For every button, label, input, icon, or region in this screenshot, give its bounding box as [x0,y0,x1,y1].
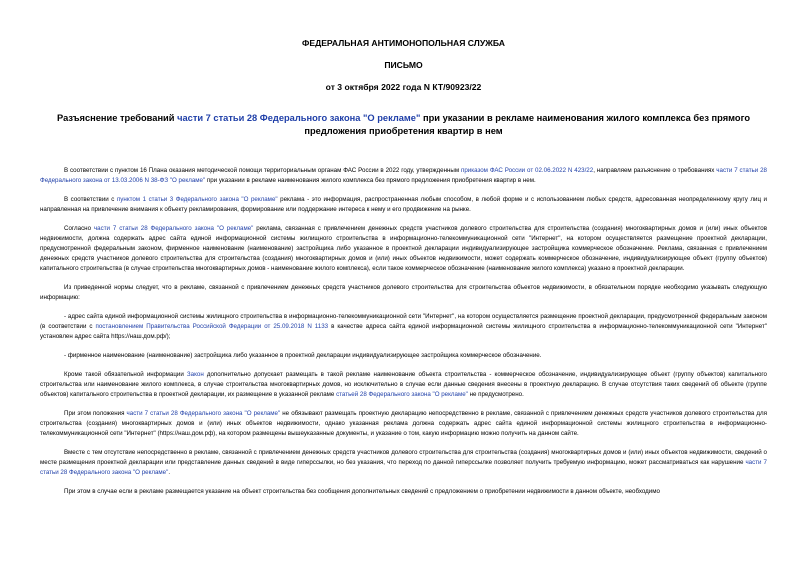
title-law-link[interactable]: части 7 статьи 28 Федерального закона "О рекламе" [177,113,421,123]
document-title [40,112,767,138]
paragraph-2 [40,195,767,215]
paragraph-text: , направляем разъяснение о требованиях [593,167,717,174]
paragraph-text: . [168,469,171,476]
paragraph-9 [40,448,767,478]
paragraph-text: В соответствии с [64,196,117,203]
title-text-post: при указании в рекламе наименования жилого комплекса без прямого предложения приобретения квартир в нем [304,113,750,136]
order-link[interactable]: приказом ФАС России от 02.06.2022 N 423/22 [461,167,594,174]
law-article-link[interactable]: части 7 статьи 28 Федерального закона "О рекламе" [40,459,767,476]
paragraph-4: Из приведенной нормы следует, что в рекламе, связанной с привлечением денежных средств участников долевого строительства для строительства объектов недвижимости, в обязательном порядке необходимо указывать следующую информацию: [40,284,767,301]
paragraph-text: Кроме такой обязательной информации [64,371,187,378]
paragraph-3 [40,224,767,274]
government-decree-link[interactable]: постановлением Правительства Российской Федерации от 25.09.2018 N 1133 [95,323,329,330]
paragraph-text: при указании в рекламе наименования жилого комплекса без прямого предложения приобретения квартир в нем. [205,177,536,184]
paragraph-text: В соответствии с пунктом 16 Плана оказания методической помощи территориальным органам ФАС России в 2022 году, утвержденным [64,167,462,174]
law-link[interactable]: Закон [186,371,204,378]
paragraph-text: При этом положения [64,410,127,417]
paragraph-text: дополнительно допускает размещать в такой рекламе наименование объекта строительства - коммерческое обозначение, индивидуализирующее объект (группу объектов) капитального строительства или наименование жилого комплекса, в случае строительства многоквартирных домов, но исключительно в случае если данные сведения внесены в проектную декларацию. В случае отсутствия таких сведений об объекте (группе объектов) капитального строительства в проектной декларации, их размещение в указанной рекламе [40,371,767,398]
paragraph-text: не предусмотрено. [467,391,524,398]
paragraph-10: При этом в случае если в рекламе размещается указание на объект строительства без сообщения дополнительных сведений с предложением о приобретении недвижимости в данном объекте, необходимо [64,488,660,495]
law-article-link[interactable]: статьей 28 Федерального закона "О рекламе" [336,391,468,398]
law-article-link[interactable]: части 7 статьи 28 Федерального закона "О рекламе" [93,225,254,232]
paragraph-text: - адрес сайта единой информационной системы жилищного строительства в информационно-телекоммуникационной сети "Интернет", на котором осуществляется размещение проектной декларации, предусмотренной федеральным законом (в соответствии с [40,313,767,330]
paragraph-text: Вместе с тем отсутствие непосредственно в рекламе, связанной с привлечением денежных средств участников долевого строительства для строительства (создания) многоквартирных домов и (или) иных объектов недвижимости, сведений о месте размещения проектной декларации или представление данных сведений в виде гиперссылки, но без указания, что переход по данной гиперссылке позволяет получить требуемую информацию, может рассматриваться как нарушение [40,449,767,466]
law-article-link[interactable]: пунктом 1 статьи 3 Федерального закона "О рекламе" [116,196,278,203]
paragraph-text: реклама - это информация, распространенная любым способом, в любой форме и с использованием любых средств, адресованная неопределенному кругу лиц и направленная на привлечение внимания к объекту рекламирования, формирование или поддержание интереса к нему и его продвижение на рынке. [40,196,767,213]
paragraph-1 [40,166,767,186]
paragraph-5 [40,312,767,342]
title-text-pre: Разъяснение требований [56,113,178,123]
paragraph-text: не обязывают размещать проектную декларацию непосредственно в рекламе, связанной с привлечением денежных средств участников долевого строительства для строительства (создания) многоквартирных домов и (или) иных объектов недвижимости, однако указанная реклама должна содержать адрес сайта единой информационной системы жилищного строительства в информационно-телекоммуникационной сети "Интернет" (https://наш.дом.рф), на котором размещены вышеуказанные документы, и указание о том, какую информацию можно получить на данном сайте. [40,410,767,437]
document-type: ПИСЬМО [384,60,423,70]
document-date-number: от 3 октября 2022 года N КТ/90923/22 [325,82,482,92]
law-article-link[interactable]: части 7 статьи 28 Федерального закона "О рекламе" [126,410,281,417]
paragraph-text: Согласно [64,225,94,232]
paragraph-6: - фирменное наименование (наименование) застройщика либо указанное в проектной декларации индивидуализирующее застройщика коммерческое обозначение. [64,352,542,359]
law-link[interactable]: части 7 статьи 28 Федерального закона от 13.03.2006 N 38-ФЗ "О рекламе" [40,167,767,184]
paragraph-text: в качестве адреса сайта единой информационной системы жилищного строительства в информационно-телекоммуникационной сети "Интернет" установлен адрес сайта https://наш.дом.рф/); [40,323,767,340]
agency-heading: ФЕДЕРАЛЬНАЯ АНТИМОНОПОЛЬНАЯ СЛУЖБА [302,38,505,48]
paragraph-8 [40,409,767,439]
paragraph-text: реклама, связанная с привлечением денежных средств участников долевого строительства для строительства (создания) многоквартирных домов и (или) иных объектов недвижимости, должна содержать адрес сайта единой информационной системы жилищного строительства в информационно-телекоммуникационной сети "Интернет", на котором осуществляется размещение проектной декларации, предусмотренной федеральным законом, фирменное наименование (наименование) застройщика либо указанное в проектной декларации индивидуализирующее застройщика коммерческое обозначение. Реклама, связанная с привлечением денежных средств участников долевого строительства для строительства (создания) многоквартирных домов и (или) иных объектов недвижимости, может содержать коммерческое обозначение, индивидуализирующее объект (группу объектов) капитального строительства (в случае строительства многоквартирных домов - наименование жилого комплекса), если такое коммерческое обозначение (наименование жилого комплекса) указано в проектной декларации. [40,225,767,272]
paragraph-7 [40,370,767,400]
